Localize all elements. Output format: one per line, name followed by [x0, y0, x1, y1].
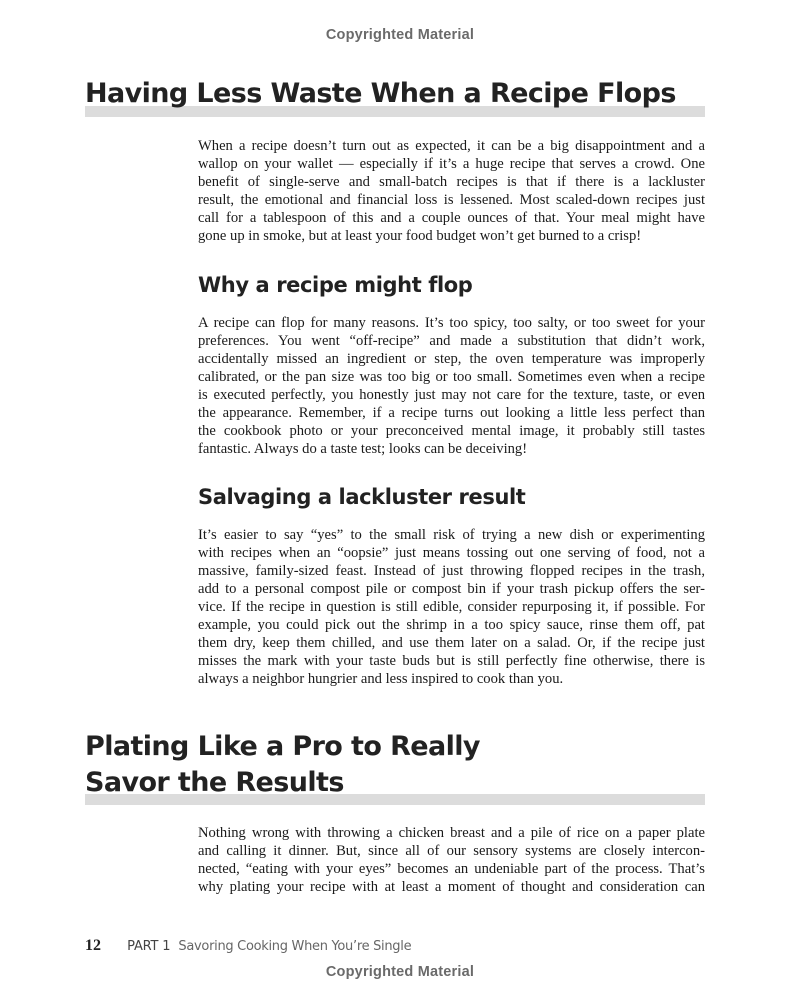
- section-heading-waste: [85, 76, 705, 112]
- text-line: nected, “eating with your eyes” becomes an undeniable part of the process. That’s: [198, 861, 705, 877]
- text-line: example, you could pick out the shrimp in a too spicy sauce, rinse them off, pat: [198, 617, 705, 633]
- heading-line: Plating Like a Pro to Really: [85, 731, 480, 762]
- text-line: always a neighbor hungrier and less inspired to cook than you.: [198, 671, 564, 687]
- paragraph-salvaging: [198, 526, 705, 688]
- text-line: massive, family-sized feast. Instead of just throwing flopped recipes in the trash,: [198, 563, 705, 579]
- heading-line: Having Less Waste When a Recipe Flops: [85, 78, 676, 109]
- paragraph-why-flop: [198, 314, 705, 458]
- text-line: Nothing wrong with throwing a chicken breast and a pile of rice on a paper plate: [198, 825, 705, 841]
- text-line: calibrated, or the pan size was too big or too small. Sometimes even when a recipe: [198, 369, 705, 385]
- text-line: preferences. You went “off-recipe” and made a substitution that didn’t work,: [198, 333, 705, 349]
- copyright-watermark-top: Copyrighted Material: [325, 27, 475, 43]
- paragraph-intro: [198, 137, 705, 245]
- paragraph-plating: [198, 824, 705, 896]
- text-line: When a recipe doesn’t turn out as expected, it can be a big disappointment and a: [198, 138, 705, 154]
- text-line: gone up in smoke, but at least your food budget won’t get burned to a crisp!: [198, 228, 642, 244]
- text-line: is executed perfectly, you honestly just may not care for the texture, taste, or even: [198, 387, 705, 403]
- text-line: It’s easier to say “yes” to the small risk of trying a new dish or experimenting: [198, 527, 705, 543]
- heading-line: Savor the Results: [85, 767, 344, 798]
- page-footer: [85, 937, 411, 955]
- text-line: wallop on your wallet — especially if it’s a huge recipe that serves a crowd. One: [198, 156, 705, 172]
- page-number: 12: [85, 937, 101, 954]
- text-line: and calling it dinner. But, since all of our sensory systems are closely intercon-: [198, 843, 705, 859]
- footer-part-title: Savoring Cooking When You’re Single: [178, 939, 412, 954]
- text-line: the cookbook photo or your preconceived mental image, it probably still tastes: [198, 423, 705, 439]
- text-line: the appearance. Remember, if a recipe turns out looking a little less perfect than: [198, 405, 705, 421]
- text-line: vice. If the recipe in question is still edible, consider repurposing it, if possible. For: [198, 599, 705, 615]
- footer-part-label: PART 1: [127, 939, 171, 954]
- text-line: with recipes when an “oopsie” just means tossing out one serving of food, not a: [198, 545, 705, 561]
- text-line: A recipe can flop for many reasons. It’s too spicy, too salty, or too sweet for your: [198, 315, 705, 331]
- text-line: why plating your recipe with at least a moment of thought and consideration can: [198, 879, 705, 895]
- section-heading-plating: [85, 729, 705, 801]
- text-line: add to a personal compost pile or compost bin if your trash pickup offers the ser-: [198, 581, 705, 597]
- text-line: them dry, keep them chilled, and use them later on a salad. Or, if the recipe just: [198, 635, 705, 651]
- copyright-watermark-bottom: Copyrighted Material: [325, 964, 475, 980]
- text-line: accidentally missed an ingredient or step, the oven temperature was improperly: [198, 351, 705, 367]
- text-line: benefit of single-serve and small-batch recipes is that if there is a lackluster: [198, 174, 705, 190]
- text-line: fantastic. Always do a taste test; looks can be deceiving!: [198, 441, 528, 457]
- subheading-why-flop: Why a recipe might flop: [198, 273, 473, 297]
- text-line: result, the emotional and financial loss is lessened. Most scaled-down recipes just: [198, 192, 705, 208]
- subheading-salvaging: Salvaging a lackluster result: [198, 485, 526, 509]
- text-line: call for a tablespoon of this and a couple ounces of that. Your meal might have: [198, 210, 705, 226]
- text-line: misses the mark with your taste buds but is still perfectly fine otherwise, there is: [198, 653, 705, 669]
